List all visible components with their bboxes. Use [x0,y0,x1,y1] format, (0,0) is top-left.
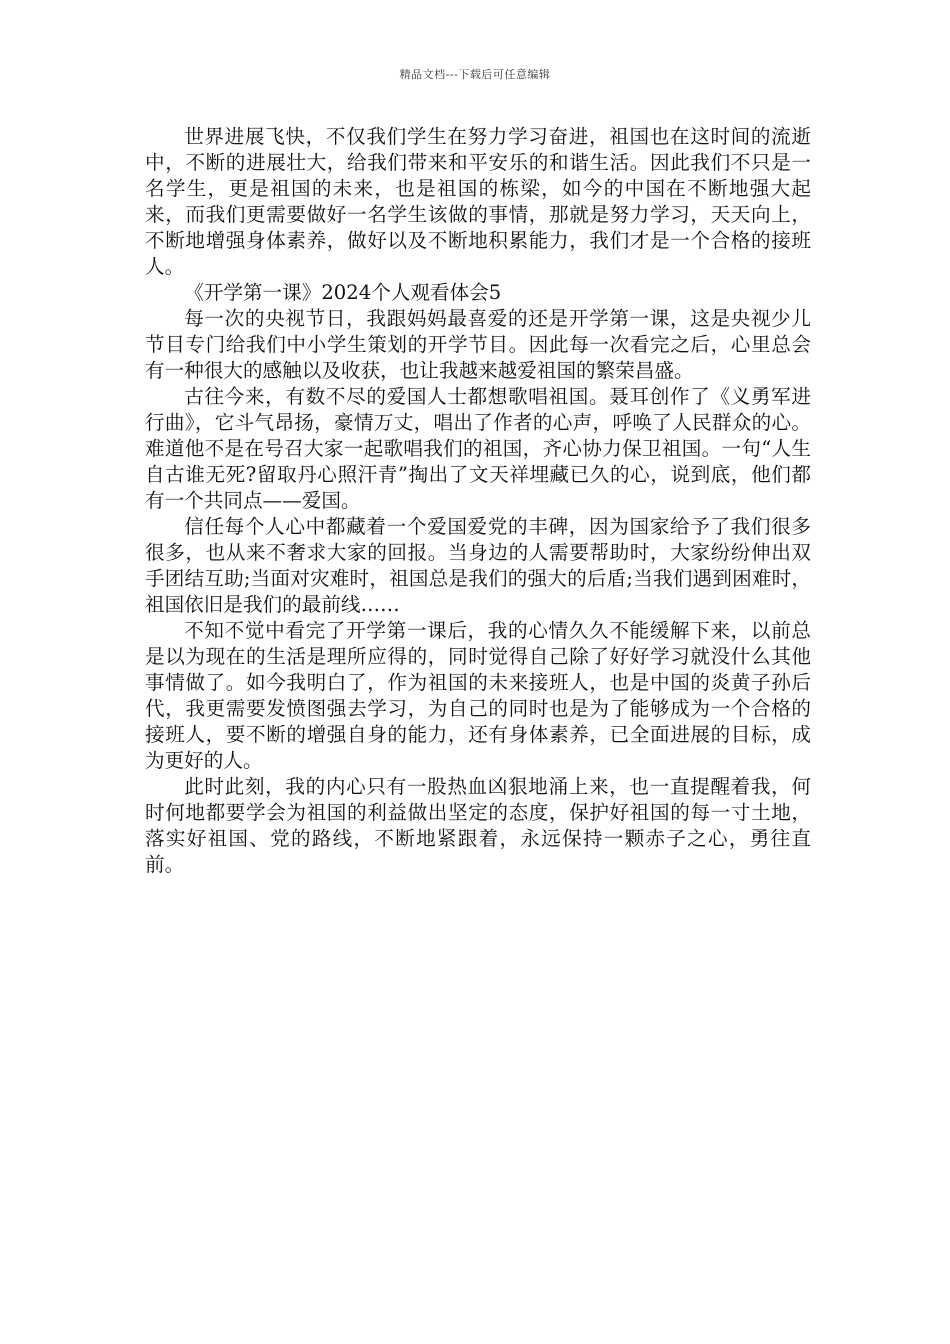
paragraph-3: 古往今来，有数不尽的爱国人士都想歌唱祖国。聂耳创作了《义勇军进行曲》，它斗气昂扬，豪情万丈，唱出了作者的心声，呼唤了人民群众的心。难道他不是在号召大家一起歌唱我们的祖国，齐心协力保卫祖国。一句“人生自古谁无死?留取丹心照汗青”掏出了文天祥埋藏已久的心，说到底，他们都有一个共同点——爱国。 [145,385,811,512]
document-body [145,124,811,878]
paragraph-5: 不知不觉中看完了开学第一课后，我的心情久久不能缓解下来，以前总是以为现在的生活是理所应得的，同时觉得自己除了好好学习就没什么其他事情做了。如今我明白了，作为祖国的未来接班人，也是中国的炎黄子孙后代，我更需要发愤图强去学习，为自己的同时也是为了能够成为一个合格的接班人，要不断的增强自身的能力，还有身体素养，已全面进展的目标，成为更好的人。 [145,619,811,772]
page-header: 精品文档---下载后可任意编辑 [399,68,551,81]
section-title: 《开学第一课》2024个人观看体会5 [184,281,502,304]
paragraph-4: 信任每个人心中都藏着一个爱国爱党的丰碑，因为国家给予了我们很多很多，也从来不奢求大家的回报。当身边的人需要帮助时，大家纷纷伸出双手团结互助;当面对灾难时，祖国总是我们的强大的后盾;当我们遇到困难时，祖国依旧是我们的最前线…… [145,515,811,616]
paragraph-2: 每一次的央视节日，我跟妈妈最喜爱的还是开学第一课，这是央视少儿节目专门给我们中小学生策划的开学节目。因此每一次看完之后，心里总会有一种很大的感触以及收获，也让我越来越爱祖国的繁荣昌盛。 [145,307,811,382]
paragraph-1: 世界进展飞快，不仅我们学生在努力学习奋进，祖国也在这时间的流逝中，不断的进展壮大，给我们带来和平安乐的和谐生活。因此我们不只是一名学生，更是祖国的未来，也是祖国的栋梁，如今的中国在不断地强大起来，而我们更需要做好一名学生该做的事情，那就是努力学习，天天向上，不断地增强身体素养，做好以及不断地积累能力，我们才是一个合格的接班人。 [145,125,811,278]
paragraph-6: 此时此刻，我的内心只有一股热血凶狠地涌上来，也一直提醒着我，何时何地都要学会为祖国的利益做出坚定的态度，保护好祖国的每一寸土地，落实好祖国、党的路线，不断地紧跟着，永远保持一颗赤子之心，勇往直前。 [145,775,811,876]
